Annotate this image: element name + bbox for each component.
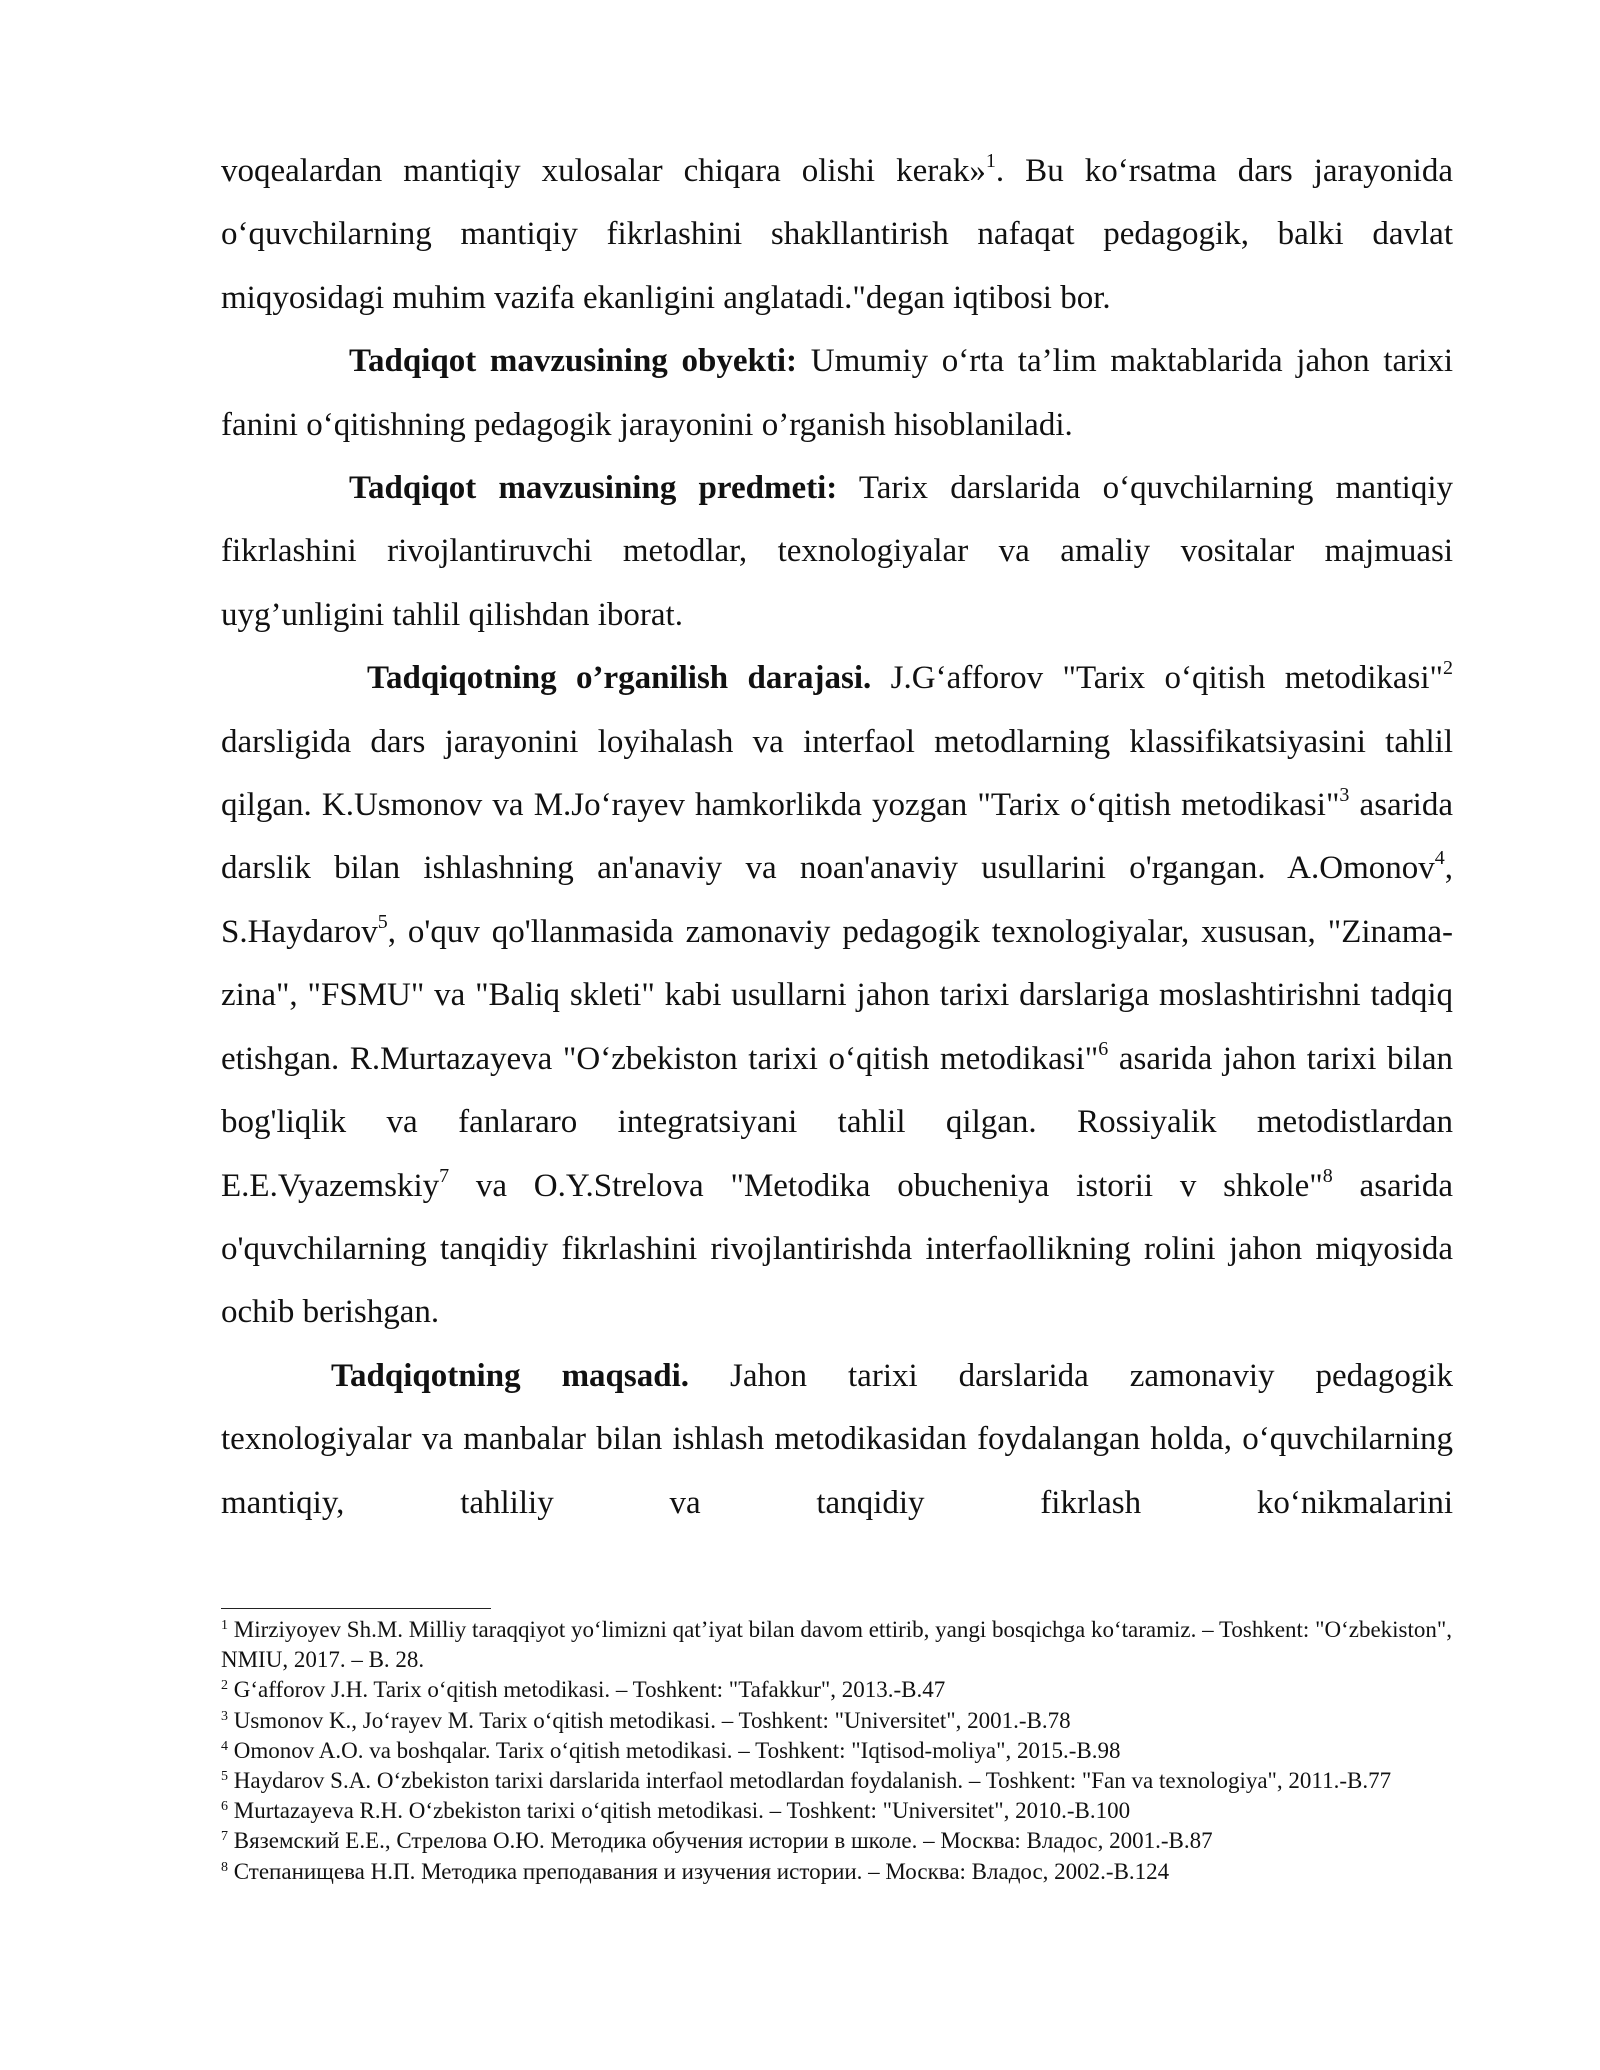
paragraph-heading: Tadqiqot mavzusining obyekti: xyxy=(349,343,798,380)
paragraph-heading: Tadqiqotning o’rganilish darajasi. xyxy=(367,660,872,697)
footnote-number: 3 xyxy=(221,1708,228,1724)
footnote-text: Mirziyoyev Sh.M. Milliy taraqqiyot yo‘limizni qat’iyat bilan davom ettirib, yangi bosqichga ko‘taramiz. – Toshkent: "O‘zbekiston", NMIU, 2017. – B. 28. xyxy=(221,1617,1453,1673)
paragraph-text: , S.Haydarov xyxy=(221,850,1453,950)
footnote-text: Murtazayeva R.H. O‘zbekiston tarixi o‘qitish metodikasi. – Toshkent: "Universitet", 2010.-B.100 xyxy=(228,1798,1131,1824)
footnote-text: Вяземский Е.Е., Стрелова О.Ю. Методика обучения истории в школе. – Москва: Владос, 2001.-B.87 xyxy=(228,1828,1213,1854)
footnote-ref: 3 xyxy=(1339,784,1350,807)
footnote-number: 1 xyxy=(221,1618,228,1633)
paragraph-research-goal xyxy=(221,1345,1453,1535)
footnotes xyxy=(221,1615,1453,1887)
paragraph-text: Umumiy o‘rta ta’lim maktablarida jahon tarixi fanini o‘qitishning pedagogik jarayonini o’rganish hisoblaniladi. xyxy=(221,343,1453,443)
footnote-ref: 8 xyxy=(1322,1164,1333,1187)
footnote-ref: 2 xyxy=(1443,657,1453,680)
footnote-ref: 7 xyxy=(439,1164,450,1187)
paragraph-text: voqealardan mantiqiy xulosalar chiqara olishi kerak» xyxy=(221,153,986,189)
footnote-ref: 5 xyxy=(377,910,388,933)
footnote-text: Usmonov K., Jo‘rayev M. Tarix o‘qitish metodikasi. – Toshkent: "Universitet", 2001.-B.78 xyxy=(228,1707,1071,1733)
paragraph-text: darsligida dars jarayonini loyihalash va interfaol metodlarning klassifikatsiyasini tahlil qilgan. K.Usmonov va M.Jo‘rayev hamkorlikda yozgan "Tarix o‘qitish metodikasi" xyxy=(221,723,1453,824)
paragraph-text: . Bu ko‘rsatma dars jarayonida o‘quvchilarning mantiqiy fikrlashini shakllantirish nafaqat pedagogik, balki davlat miqyosidagi muhim vazifa ekanligini anglatadi."degan iqtibosi bor. xyxy=(221,153,1453,316)
footnote-item xyxy=(221,1675,1453,1705)
footnote-number: 5 xyxy=(221,1769,228,1785)
footnote-item xyxy=(221,1736,1453,1766)
main-text xyxy=(221,140,1453,1535)
paragraph-text: asarida jahon tarixi bilan bog'liqlik va fanlararo integratsiyani tahlil qilgan. Rossiyalik metodistlardan E.E.Vyazemskiy xyxy=(221,1040,1453,1204)
footnote-item xyxy=(221,1615,1453,1675)
paragraph-intro-quote xyxy=(221,140,1453,330)
footnote-number: 8 xyxy=(221,1859,228,1875)
footnote-ref: 6 xyxy=(1098,1037,1109,1060)
paragraph-heading: Tadqiqotning maqsadi. xyxy=(331,1357,690,1394)
footnote-number: 4 xyxy=(221,1738,228,1754)
paragraph-text: J.G‘afforov "Tarix o‘qitish metodikasi" xyxy=(871,660,1443,697)
paragraph-study-level xyxy=(221,647,1453,1344)
footnote-item xyxy=(221,1706,1453,1736)
paragraph-heading: Tadqiqot mavzusining predmeti: xyxy=(349,470,838,507)
footnote-number: 6 xyxy=(221,1799,228,1815)
paragraph-text: asarida darslik bilan ishlashning an'anaviy va noan'anaviy usullarini o'rgangan. A.Omonov xyxy=(221,787,1453,887)
footnote-item xyxy=(221,1766,1453,1796)
footnote-ref: 4 xyxy=(1434,847,1445,870)
paragraph-research-object xyxy=(221,330,1453,457)
paragraph-text: Jahon tarixi darslarida zamonaviy pedagogik texnologiyalar va manbalar bilan ishlash metodikasidan foydalangan holda, o‘quvchilarning mantiqiy, tahliliy va tanqidiy fikrlash ko‘nikmalarini xyxy=(221,1357,1453,1521)
footnote-text: G‘afforov J.H. Tarix o‘qitish metodikasi. – Toshkent: "Tafakkur", 2013.-B.47 xyxy=(228,1677,946,1703)
footnote-item xyxy=(221,1826,1453,1856)
footnote-number: 2 xyxy=(221,1678,228,1694)
paragraph-text: va O.Y.Strelova "Metodika obucheniya istorii v shkole" xyxy=(449,1167,1323,1204)
footnote-text: Omonov A.O. va boshqalar. Tarix o‘qitish metodikasi. – Toshkent: "Iqtisod-moliya", 2015.-B.98 xyxy=(228,1737,1121,1763)
footnote-text: Haydarov S.A. O‘zbekiston tarixi darslarida interfaol metodlardan foydalanish. – Toshkent: "Fan va texnologiya", 2011.-B.77 xyxy=(228,1768,1392,1794)
footnote-item xyxy=(221,1796,1453,1826)
footnote-ref: 1 xyxy=(985,150,996,172)
footnote-number: 7 xyxy=(221,1829,228,1845)
paragraph-text: , o'quv qo'llanmasida zamonaviy pedagogik texnologiyalar, xususan, "Zinama-zina", "FSMU" va "Baliq skleti" kabi usullarni jahon tarixi darslariga moslashtirishni tadqiq etishgan. R.Murtazayeva "O‘zbekiston tarixi o‘qitish metodikasi" xyxy=(221,913,1453,1077)
footnote-item xyxy=(221,1857,1453,1887)
paragraph-text: Tarix darslarida o‘quvchilarning mantiqiy fikrlashini rivojlantiruvchi metodlar, texnologiyalar va amaliy vositalar majmuasi uyg’unligini tahlil qilishdan iborat. xyxy=(221,470,1453,633)
paragraph-research-subject xyxy=(221,457,1453,647)
footnote-separator xyxy=(221,1608,491,1609)
paragraph-text: asarida o'quvchilarning tanqidiy fikrlashini rivojlantirishda interfaollikning rolini jahon miqyosida ochib berishgan. xyxy=(221,1167,1453,1331)
footnote-text: Степанищева Н.П. Методика преподавания и изучения истории. – Москва: Владос, 2002.-B.124 xyxy=(228,1858,1170,1884)
